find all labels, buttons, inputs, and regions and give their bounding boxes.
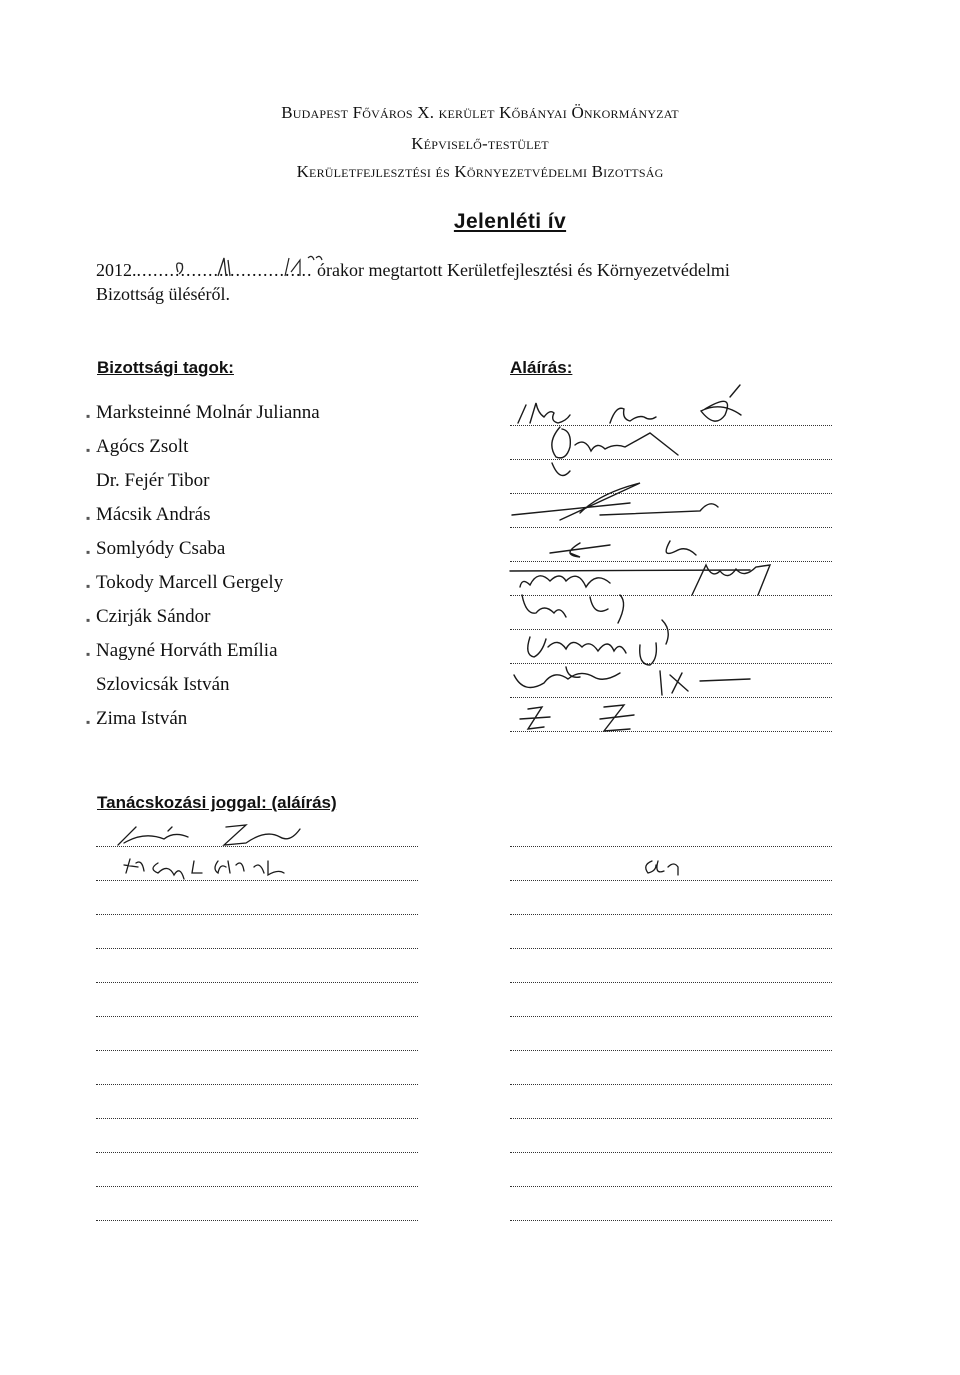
member-name: Somlyódy Csaba [96, 538, 226, 559]
advisory-line [96, 1152, 418, 1153]
advisory-line [96, 1016, 418, 1017]
advisory-line [96, 1050, 418, 1051]
member-name: Dr. Fejér Tibor [96, 470, 210, 491]
advisory-line [510, 1118, 832, 1119]
advisory-handwriting [96, 815, 816, 885]
date-suffix-text: órakor megtartott Kerületfejlesztési és Környezetvédelmi [317, 260, 730, 280]
member-name: Czirják Sándor [96, 606, 211, 627]
document-title: Jelenléti ív [453, 210, 567, 233]
advisory-line [96, 1118, 418, 1119]
advisory-line [96, 914, 418, 915]
advisory-line [510, 1220, 832, 1221]
member-name: Szlovicsák István [96, 674, 230, 695]
signature-heading: Aláírás: [510, 358, 573, 377]
advisory-line [96, 1084, 418, 1085]
member-name: Zima István [96, 708, 188, 729]
member-name: Agócs Zsolt [96, 436, 189, 457]
date-line: 2012................................. órakor megtartott Kerületfejlesztési és Környezetvédelmi [96, 260, 730, 280]
advisory-line [96, 1186, 418, 1187]
advisory-line [510, 1152, 832, 1153]
member-name: Mácsik András [96, 504, 211, 525]
date-year: 2012. [96, 260, 137, 280]
member-name: Marksteinné Molnár Julianna [96, 402, 320, 423]
advisory-line [510, 982, 832, 983]
header-committee: Kerületfejlesztési és Környezetvédelmi Bizottság [296, 162, 664, 181]
advisory-heading: Tanácskozási joggal: (aláírás) [97, 793, 337, 812]
advisory-line [96, 948, 418, 949]
members-heading: Bizottsági tagok: [97, 358, 234, 377]
member-name: Nagyné Horváth Emília [96, 640, 278, 661]
date-line-continuation: Bizottság üléséről. [96, 284, 230, 304]
advisory-line [96, 982, 418, 983]
header-municipality: Budapest Főváros X. kerület Kőbányai Önkormányzat [281, 103, 679, 122]
header-assembly: Képviselő-testület [411, 134, 549, 153]
member-name: Tokody Marcell Gergely [96, 572, 284, 593]
advisory-line [96, 1220, 418, 1221]
advisory-line [510, 914, 832, 915]
advisory-line [510, 1084, 832, 1085]
advisory-line [510, 948, 832, 949]
advisory-line [510, 1186, 832, 1187]
handwritten-signatures [500, 375, 840, 745]
advisory-line [510, 1016, 832, 1017]
handwritten-date [170, 250, 350, 280]
advisory-line [510, 1050, 832, 1051]
